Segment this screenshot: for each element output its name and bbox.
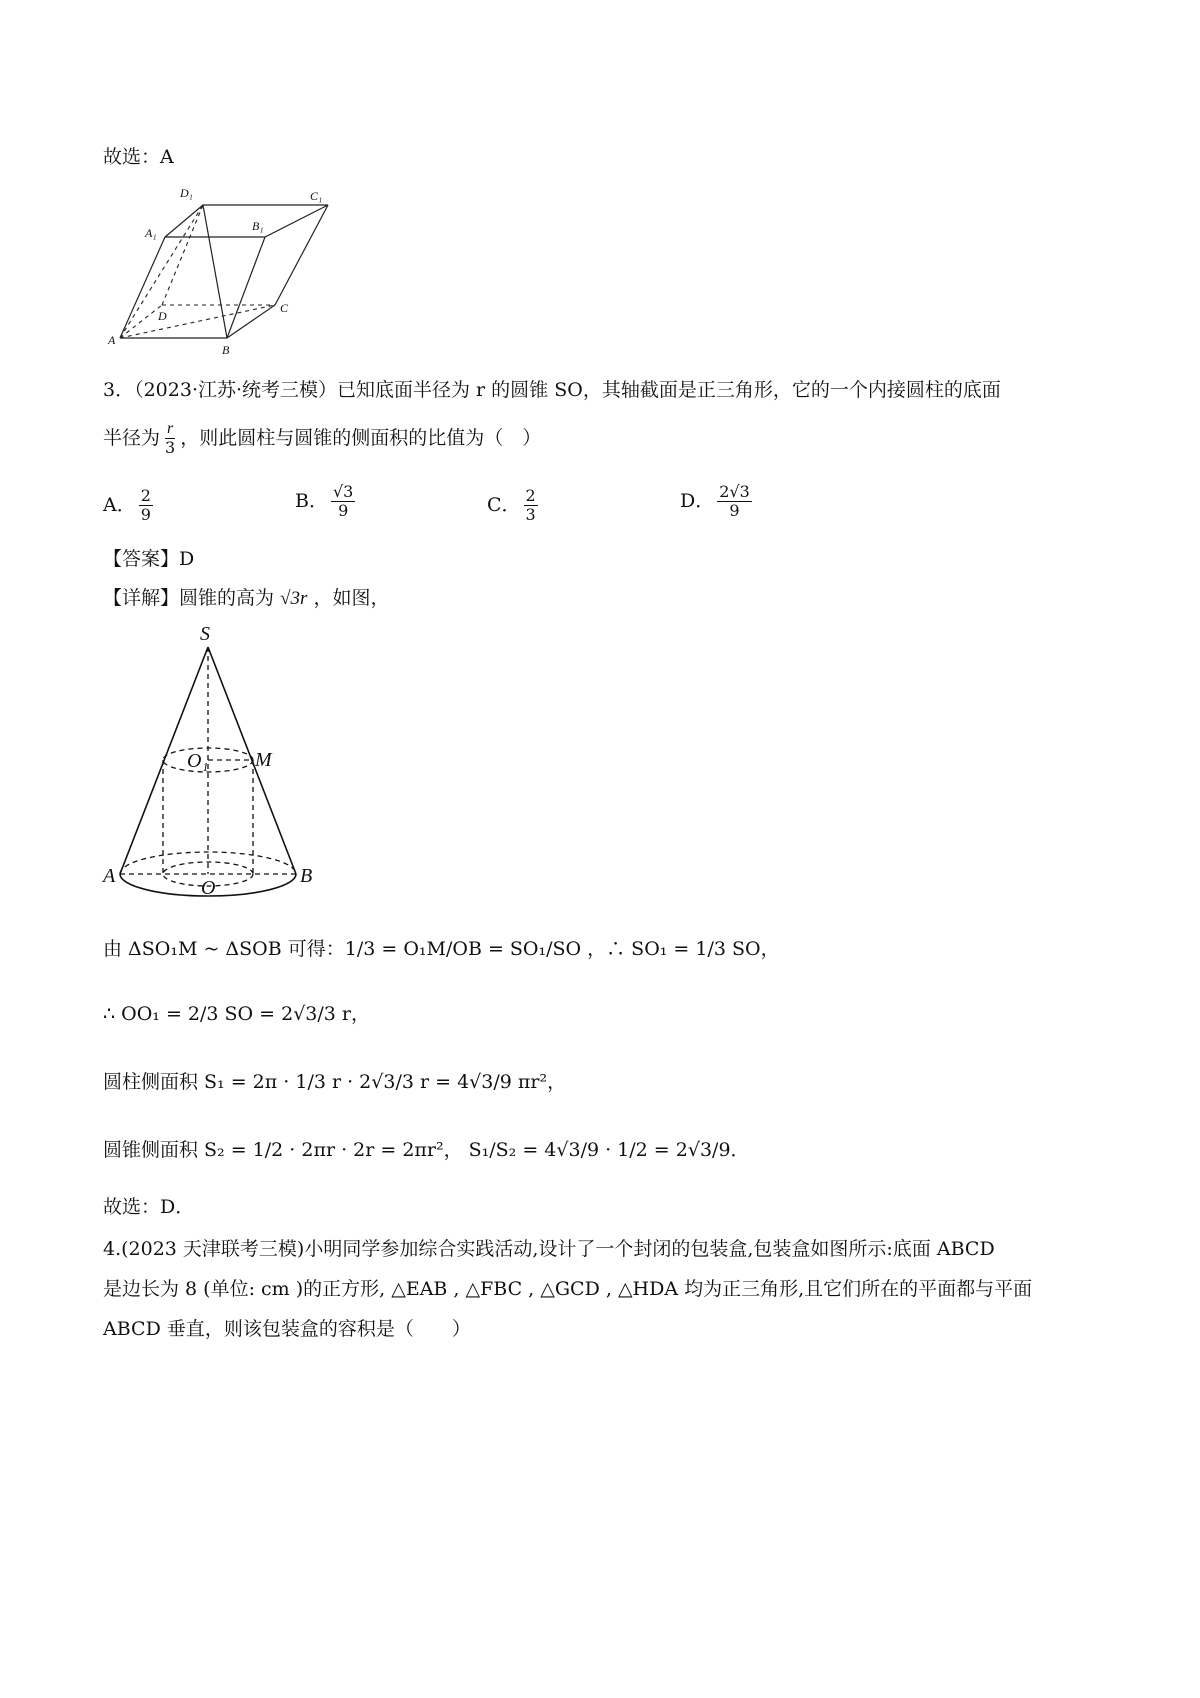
detail-suffix: ，如图， xyxy=(313,587,390,609)
q4-line2: 是边长为 8 (单位: cm )的正方形, △EAB , △FBC , △GCD , △HDA 均为正三角形,且它们所在的平面都与平面 xyxy=(103,1278,1033,1300)
q4-line1: 4.(2023 天津联考三模)小明同学参加综合实践活动,设计了一个封闭的包装盒,包装盒如图所示:底面 ABCD xyxy=(103,1238,995,1260)
option-frac xyxy=(717,483,752,521)
frac-num: 2 xyxy=(140,486,151,505)
solution-conclusion: 故选：D． xyxy=(103,1196,195,1218)
label-B1: B₁ xyxy=(252,219,264,233)
frac-den: 3 xyxy=(165,438,176,458)
q4-line3: ABCD 垂直，则该包装盒的容积是（ ） xyxy=(103,1318,471,1340)
frac-num: 2√3 xyxy=(719,482,750,501)
q3-line1: 3．（2023·江苏·统考三模）已知底面半径为 r 的圆锥 SO，其轴截面是正三角形，它的一个内接圆柱的底面 xyxy=(103,379,1001,401)
frac-den: 9 xyxy=(338,501,349,521)
frac-num: 2 xyxy=(525,486,536,505)
solution-line4: 圆锥侧面积 S₂ = 1/2 · 2πr · 2r = 2πr²， S₁/S₂ = 4√3/9 · 1/2 = 2√3/9． xyxy=(103,1139,750,1161)
frac-den: 9 xyxy=(729,501,740,521)
solution-line2: ∴ OO₁ = 2/3 SO = 2√3/3 r， xyxy=(103,1003,371,1025)
option-frac xyxy=(139,487,153,525)
label-C1: C₁ xyxy=(310,189,323,203)
option-c[interactable] xyxy=(487,487,541,525)
detail-height: √3r xyxy=(280,588,308,609)
option-label: D． xyxy=(680,490,715,513)
frac-num: r xyxy=(165,420,175,439)
q3-line2-a: 半径为 xyxy=(103,427,161,450)
prev-conclusion: 故选：A xyxy=(103,146,174,168)
label-A1: A₁ xyxy=(145,226,157,240)
option-d[interactable] xyxy=(680,483,755,521)
label-C: C xyxy=(280,301,289,315)
frac-num: √3 xyxy=(332,482,354,501)
label-A: A xyxy=(103,865,116,887)
solution-line3: 圆柱侧面积 S₁ = 2π · 1/3 r · 2√3/3 r = 4√3/9 πr²， xyxy=(103,1071,567,1093)
option-a[interactable] xyxy=(103,487,156,525)
solution-line1: 由 ΔSO₁M ~ ΔSOB 可得：1/3 = O₁M/OB = SO₁/SO ，∴ SO₁ = 1/3 SO， xyxy=(103,938,780,960)
label-A: A xyxy=(108,333,116,347)
option-b[interactable] xyxy=(295,483,358,521)
label-B: B xyxy=(300,865,313,887)
label-M: M xyxy=(255,749,272,771)
frac-den: 9 xyxy=(140,505,151,525)
label-O: O xyxy=(201,877,216,899)
label-D1: D₁ xyxy=(180,186,193,200)
frac-den: 3 xyxy=(525,505,536,525)
q3-answer: 【答案】D xyxy=(103,548,195,570)
option-label: B． xyxy=(295,490,328,513)
cone-cylinder-figure xyxy=(95,620,335,905)
option-frac xyxy=(331,483,355,521)
label-B: B xyxy=(222,343,230,357)
parallelepiped-figure xyxy=(100,180,340,360)
label-D: D xyxy=(158,309,167,323)
label-O1: O₁ xyxy=(187,750,209,772)
q3-line2-b: ，则此圆柱与圆锥的侧面积的比值为（ ） xyxy=(180,427,542,450)
option-frac xyxy=(524,487,538,525)
q3-detail xyxy=(103,589,389,608)
fraction-r-over-3 xyxy=(163,420,177,458)
q3-line2 xyxy=(103,420,541,458)
option-label: A． xyxy=(103,494,136,517)
label-S: S xyxy=(200,623,210,645)
detail-prefix: 【详解】圆锥的高为 xyxy=(103,587,275,609)
option-label: C． xyxy=(487,494,521,517)
